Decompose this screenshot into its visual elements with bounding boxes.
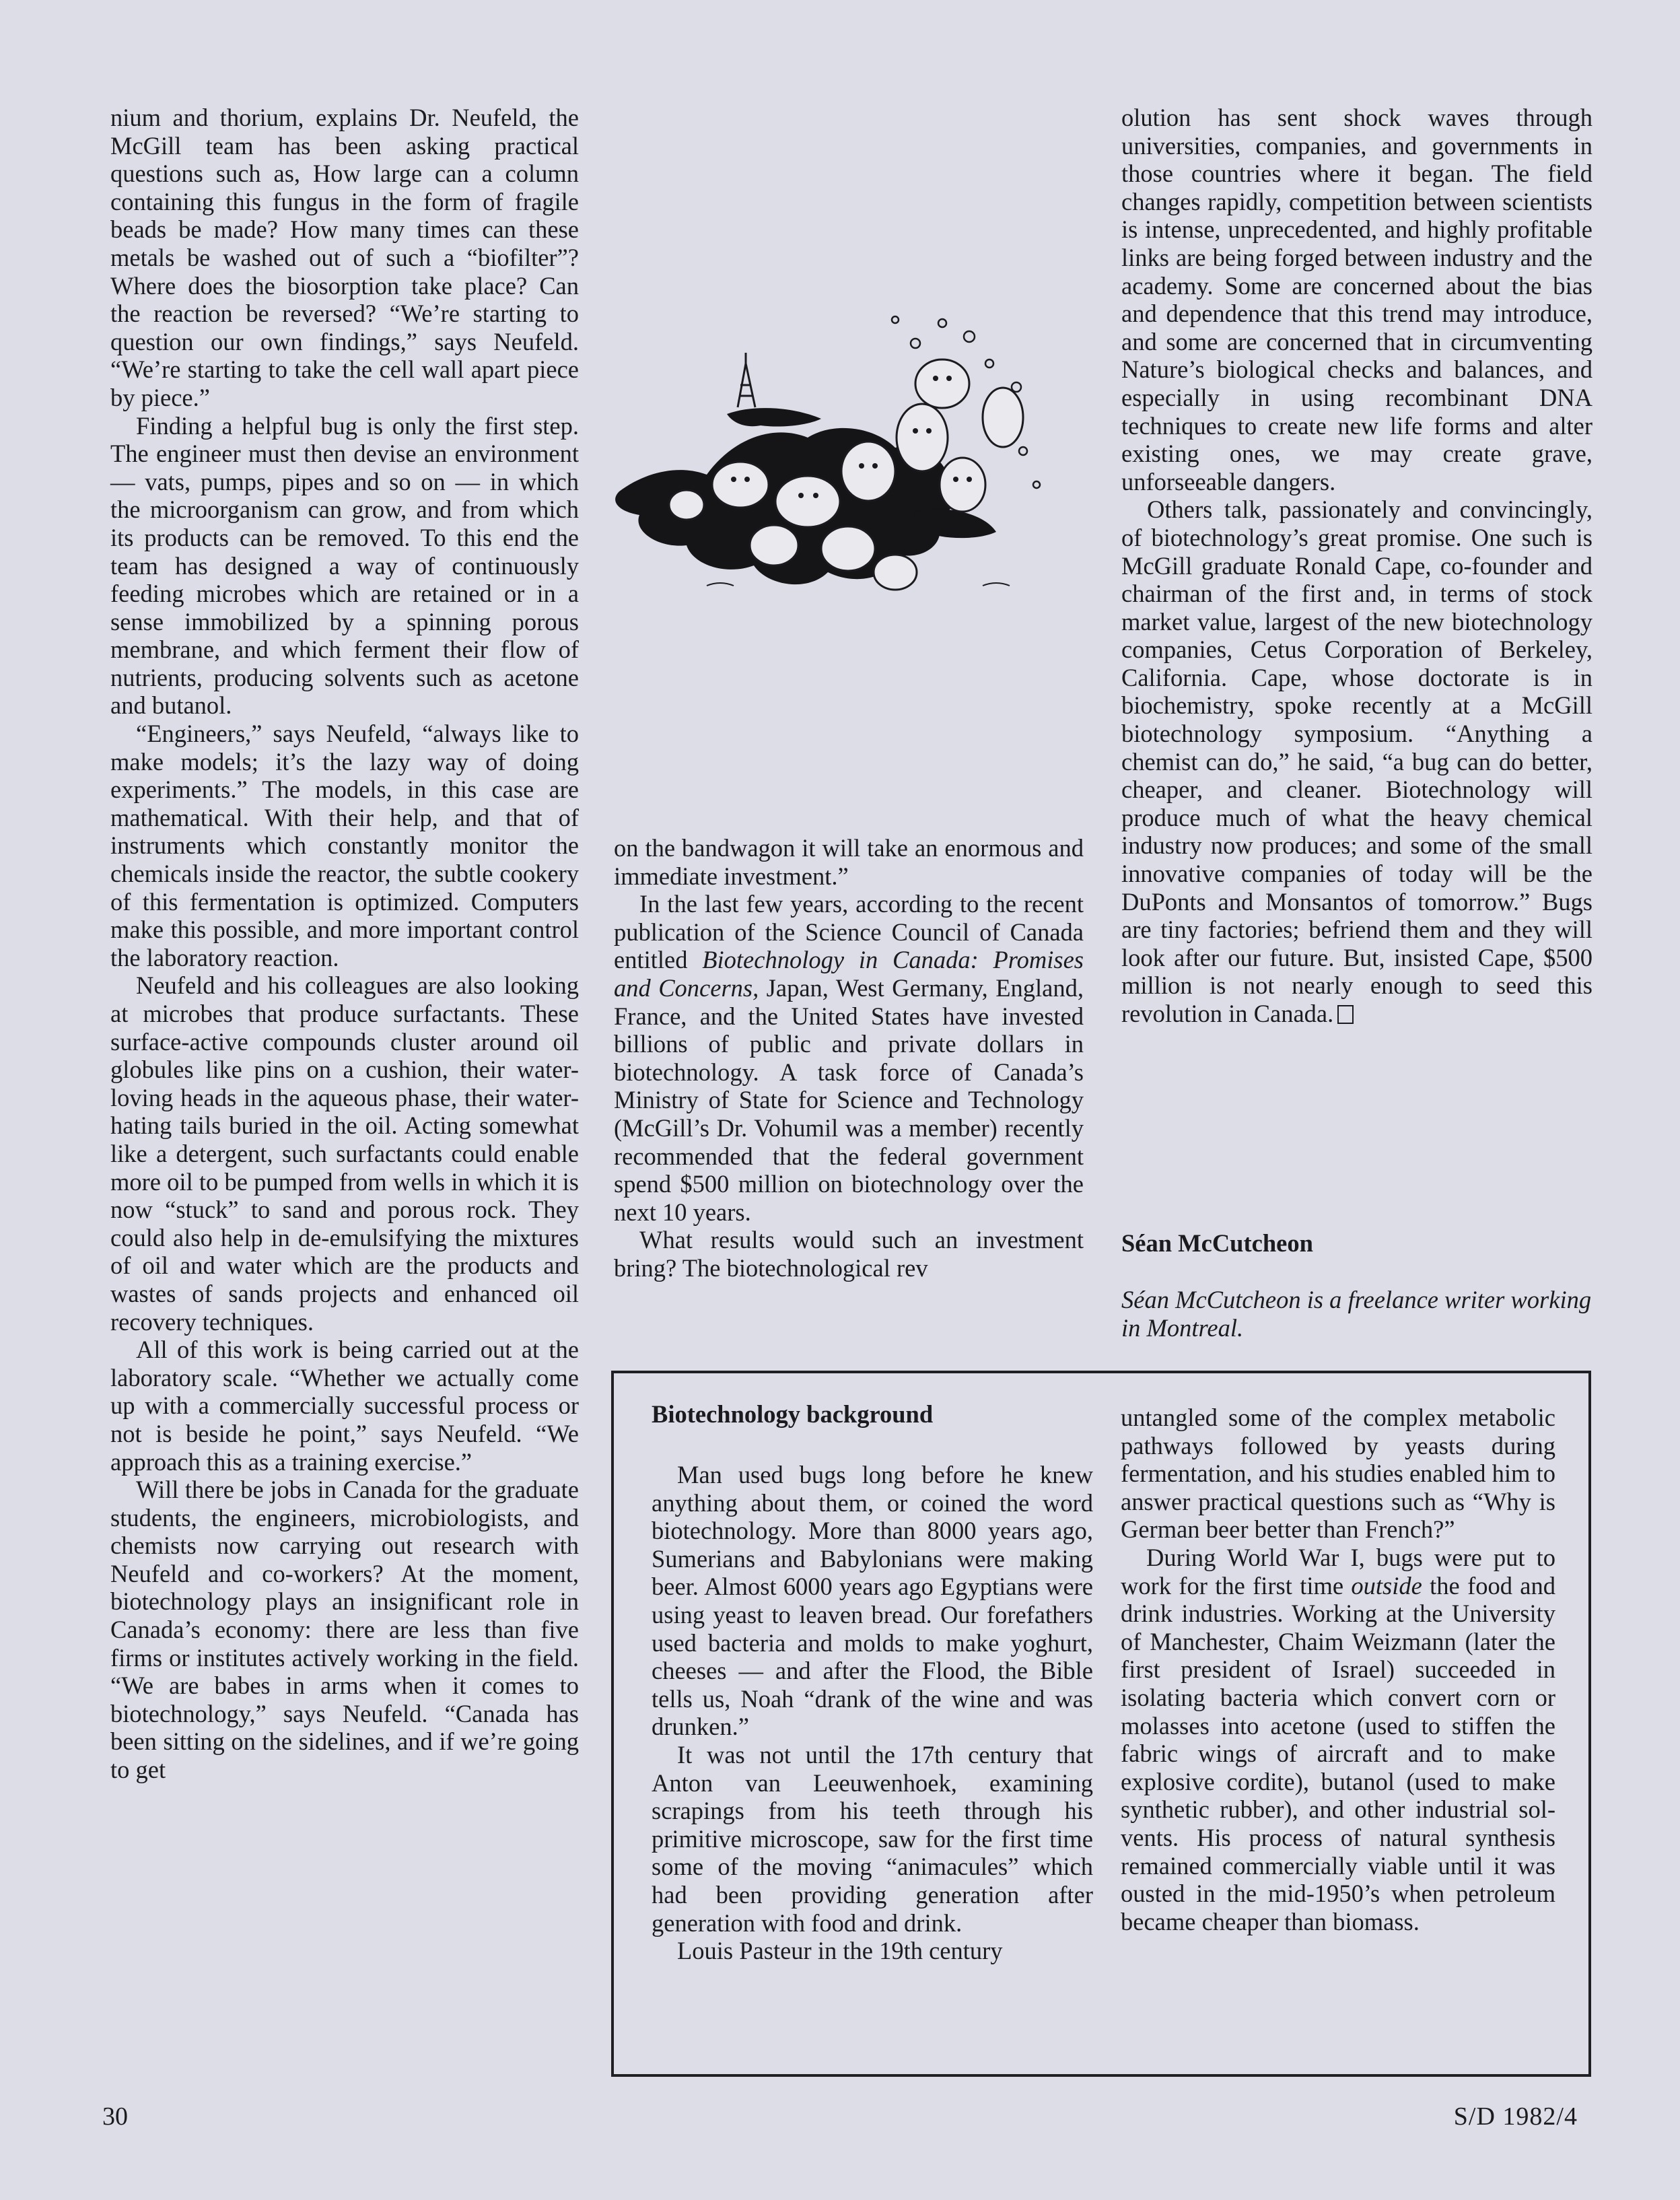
paragraph	[1121, 1544, 1555, 1935]
emphasis: outside	[1351, 1571, 1422, 1600]
end-mark-icon	[1337, 1005, 1354, 1024]
text-run: During World War I, bugs were put to work for the first time	[1121, 1543, 1555, 1600]
sidebar-box	[611, 1371, 1591, 2077]
sidebar-column-2	[1121, 1404, 1555, 1935]
paragraph: Man used bugs long before he knew anything about them, or coined the word biotechnology. More than 8000 years ago, Sumerians and Babylonians were making beer. Almost 6000 years ago Egyptians were using yeast to leaven bread. Our forefathers used bacteria and molds to make yoghurt, cheeses — and after the Flood, the Bible tells us, Noah “drank of the wine and was drunken.”	[652, 1461, 1093, 1741]
paragraph: untangled some of the complex metabolic pathways followed by yeasts during fermentation, and his studies enabled him to answer practical questions such as “Why is German beer better than French?”	[1121, 1404, 1555, 1544]
text-run: the food and drink industries. Working at the University of Manchester, Chaim Weizmann (later the first president of Israel) succeeded in isolating bacteria which convert corn or molasses into acetone (used to stiffen the fabric wings of aircraft and to make explosive cordite), butanol (used to make synthetic rubber), and other industrial solvents. His process of natural synthesis remained commercially viable until it was ousted in the mid-1950’s when petroleum became cheaper than biomass.	[1121, 1571, 1555, 1935]
sidebar-title: Biotechnology background	[652, 1400, 934, 1428]
article-column-3	[1121, 104, 1593, 1028]
paragraph: What results would such an investment bring? The biotechnological rev	[614, 1226, 1084, 1282]
paragraph: Finding a helpful bug is only the first step. The engineer must then devise an environment — vats, pumps, pipes and so on — in which the microorganism can grow, and from which its products can be removed. To this end the team has designed a way of continuously feeding microbes which are retained or in a sense immobilized by a spinning porous membrane, and which ferment their flow of nutrients, producing solvents such as acetone and butanol.	[110, 411, 579, 720]
paragraph: It was not until the 17th century that Anton van Leeuwenhoek, examining scrapings from his teeth through his primitive microscope, saw for the first time some of the moving “animacules” which had been providing generation after generation with food and drink.	[652, 1740, 1093, 1937]
sidebar-column-1	[652, 1461, 1093, 1965]
article-column-1	[110, 104, 579, 1784]
author-bio: Séan McCutcheon is a freelance writer working in Montreal.	[1121, 1286, 1592, 1342]
paragraph: All of this work is being carried out at the laboratory scale. “Whether we actually come up with a commercially successful process or not is beside he point,” says Neufeld. “We approach this as a training exercise.”	[110, 1336, 579, 1476]
paragraph: “Engineers,” says Neufeld, “always like to make models; it’s the lazy way of doing experiments.” The models, in this case are mathematical. With their help, and that of instruments which constantly monitor the chemicals inside the reactor, the subtle cookery of this fermentation is optimized. Computers make this possible, and more important control the laboratory reaction.	[110, 720, 579, 971]
paragraph: on the bandwagon it will take an enormous and immediate investment.”	[614, 834, 1084, 890]
oil-microbes-illustration	[606, 269, 1090, 673]
paragraph	[614, 890, 1084, 1226]
text-run: Japan, West Germany, England, France, and the United States have invested billions of public and private dollars in biotechnology. A task force of Canada’s Ministry of State for Science and Technology (McGill’s Dr. Vohumil was a member) recently recommended that the federal government spend $500 million on biotechnology over the next 10 years.	[614, 973, 1084, 1226]
paragraph: Neufeld and his colleagues are also looking at microbes that produce surfactants. These surface-active compounds cluster around oil globules like pins on a cushion, their water-loving heads in the aqueous phase, their water-hating tails buried in the oil. Acting somewhat like a detergent, such surfactants could enable more oil to be pumped from wells in which it is now “stuck” to sand and porous rock. They could also help in de-emulsifying the mixtures of oil and water which are the products and wastes of sands projects and enhanced oil recovery techniques.	[110, 971, 579, 1336]
paragraph: olution has sent shock waves through universities, companies, and governments in those countries where it began. The field changes rapidly, competition between scientists is intense, unprecedented, and highly profitable links are being forged between industry and the academy. Some are concerned about the bias and dependence that this trend may introduce, and some are concerned that in circumventing Nature’s biological checks and balances, and especially in using recombinant DNA techniques to create new life forms and alter existing ones, we may create grave, unforseeable dangers.	[1121, 104, 1593, 495]
paragraph: nium and thorium, explains Dr. Neufeld, the McGill team has been asking practical questions such as, How large can a column containing this fungus in the form of fragile beads be made? How many times can these metals be washed out of such a “biofilter”? Where does the biosorption take place? Can the reaction be reversed? “We’re starting to question our own findings,” says Neufeld. “We’re starting to take the cell wall apart piece by piece.”	[110, 104, 579, 411]
page-number: 30	[102, 2102, 128, 2131]
oil-rig-icon	[738, 353, 755, 407]
article-column-2	[614, 834, 1084, 1282]
water-ripples	[707, 583, 1010, 586]
text-run: In the last few years, according to the recent publication of the Science Council of Canada entitled	[614, 890, 1084, 974]
paragraph: Louis Pasteur in the 19th century	[677, 1937, 1003, 1965]
publication-title: Biotechnology in Canada: Promises and Concerns,	[614, 946, 1084, 1002]
text-run: Others talk, passionately and convincingly, of biotechnology’s great promise. One such is McGill graduate Ronald Cape, co-founder and chairman of the first and, in terms of stock market value, largest of the new biotechnology companies, Cetus Corporation of Berkeley, California. Cape, whose doctorate is in biochemistry, spoke recently at a McGill biotechnology symposium. “Anything a chemist can do,” he said, “a bug can do better, cheaper, and cleaner. Biotechnology will produce much of what the heavy chemical industry now produces; and some of the small innovative companies of today will be the DuPonts and Monsantos of tomorrow.” Bugs are tiny factories; befriend them and they will look after our future. But, insisted Cape, $500 million is not nearly enough to seed this revolution in Canada.	[1121, 495, 1593, 1027]
author-byline: Séan McCutcheon	[1121, 1229, 1313, 1257]
issue-label: S/D 1982/4	[1453, 2102, 1578, 2131]
paragraph	[1121, 495, 1593, 1027]
paragraph: Will there be jobs in Canada for the graduate students, the engineers, microbiologists, and chemists now carrying out research with Neufeld and co-workers? At the moment, biotechnology plays an insignificant role in Canada’s economy: there are less than five firms or institutes actively working in the field. “We are babes in arms when it comes to biotechnology,” says Neufeld. “Canada has been sitting on the sidelines, and if we’re going to get	[110, 1476, 579, 1784]
